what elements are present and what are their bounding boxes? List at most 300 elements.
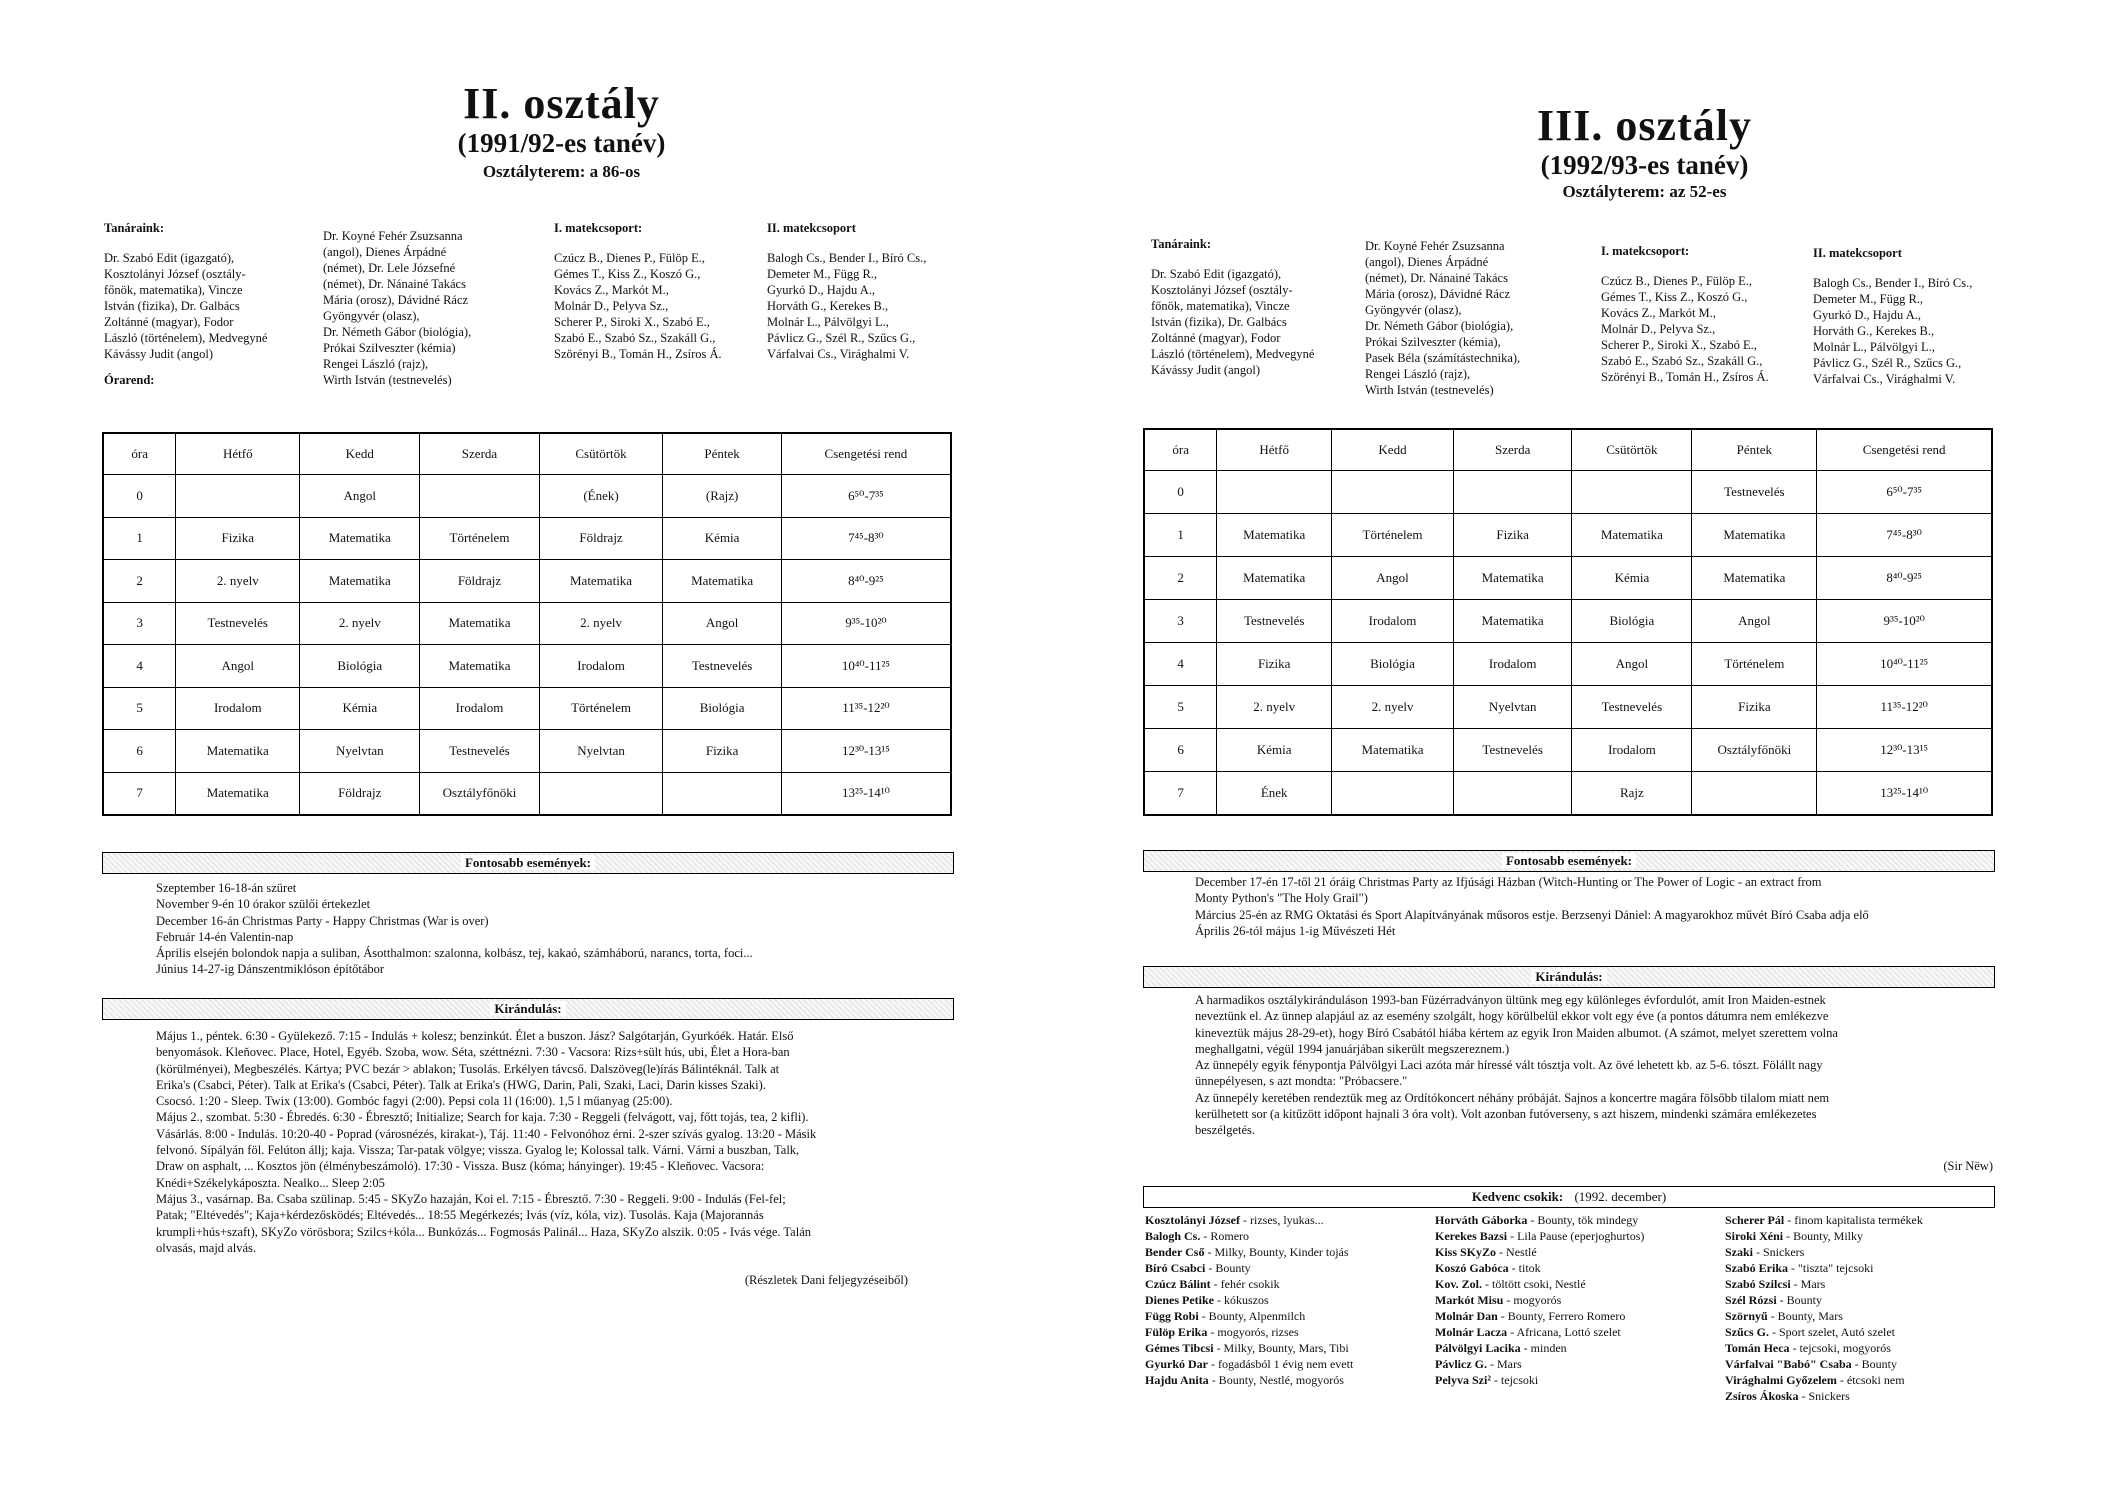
person-name: Molnár Lacza xyxy=(1435,1325,1508,1339)
table-row xyxy=(1144,600,1992,643)
text-line: Március 25-én az RMG Oktatási és Sport Alapítványának műsoros estje. Berzsenyi Dániel: A magyarokhoz művét Bíró Csaba adja elő xyxy=(1195,907,1869,922)
text-line: Rengei László (rajz), xyxy=(323,357,429,371)
text-line: Mária (orosz), Dávidné Rácz xyxy=(323,293,469,307)
text-line: Scherer P., Siroki X., Szabó E., xyxy=(554,315,710,329)
subject-cell: Matematika xyxy=(1217,514,1332,557)
favorite-text: - Bounty xyxy=(1851,1357,1898,1371)
column-header: Péntek xyxy=(1692,429,1817,471)
subject-cell: Testnevelés xyxy=(1572,686,1692,729)
group-header: I. matekcsoport: xyxy=(1601,244,1690,258)
trip-header-bar xyxy=(102,998,954,1020)
text-line: (német), Dr. Nánainé Takács xyxy=(323,277,466,291)
text-line: Kosztolányi József (osztály- xyxy=(104,267,246,281)
favorite-entry xyxy=(1435,1244,1705,1260)
bell-time-cell: 6⁵⁰-7³⁵ xyxy=(1817,471,1992,514)
person-name: Siroki Xéni xyxy=(1725,1229,1784,1243)
table-row xyxy=(103,772,951,815)
subject-cell xyxy=(1332,471,1454,514)
text-line: Molnár D., Pelyva Sz., xyxy=(554,299,669,313)
subject-cell: Biológia xyxy=(1332,643,1454,686)
subject-cell: Testnevelés xyxy=(1454,729,1572,772)
bell-time-cell: 7⁴⁵-8³⁰ xyxy=(1817,514,1992,557)
subject-cell: Matematika xyxy=(1217,557,1332,600)
bell-time-cell: 8⁴⁰-9²⁵ xyxy=(781,560,951,603)
bell-time-cell: 10⁴⁰-11²⁵ xyxy=(1817,643,1992,686)
table-row xyxy=(1144,471,1992,514)
text-line: Wirth István (testnevelés) xyxy=(323,373,452,387)
person-name: Scherer Pál xyxy=(1725,1213,1785,1227)
favorite-text: - titok xyxy=(1508,1261,1541,1275)
favorite-text: - minden xyxy=(1520,1341,1567,1355)
text-line: Dr. Koyné Fehér Zsuzsanna xyxy=(1365,239,1505,253)
favorite-entry xyxy=(1725,1356,1995,1372)
right-page xyxy=(1053,0,2106,1490)
favorite-entry xyxy=(1725,1324,1995,1340)
subject-cell: Nyelvtan xyxy=(1454,686,1572,729)
person-name: Zsíros Ákoska xyxy=(1725,1389,1799,1403)
subject-cell: Angol xyxy=(300,475,420,518)
period-cell: 5 xyxy=(103,687,176,730)
person-name: Várfalvai "Babó" Csaba xyxy=(1725,1357,1852,1371)
column-header: óra xyxy=(1144,429,1217,471)
favorite-entry xyxy=(1435,1340,1705,1356)
subject-cell xyxy=(1454,772,1572,816)
favorite-entry xyxy=(1145,1308,1415,1324)
favorite-text: - Africana, Lottó szelet xyxy=(1507,1325,1621,1339)
group-list xyxy=(1813,275,2013,387)
subject-cell: Osztályfőnöki xyxy=(1692,729,1817,772)
trip-title: Kirándulás: xyxy=(490,1001,565,1016)
text-line: Molnár L., Pálvölgyi L., xyxy=(767,315,889,329)
bell-time-cell: 6⁵⁰-7³⁵ xyxy=(781,475,951,518)
person-name: Bíró Csabci xyxy=(1145,1261,1206,1275)
person-name: Bender Cső xyxy=(1145,1245,1205,1259)
text-line: István (fizika), Dr. Galbács xyxy=(1151,315,1287,329)
subject-cell xyxy=(1217,471,1332,514)
text-line: A harmadikos osztálykiránduláson 1993-ban Füzérradványon ültünk meg egy különleges évfordulót, amit Iron Maiden-estnek xyxy=(1195,993,1826,1007)
subject-cell: Irodalom xyxy=(420,687,539,730)
period-cell: 6 xyxy=(1144,729,1217,772)
text-line: December 17-én 17-től 21 óráig Christmas Party az Ifjúsági Házban (Witch-Hunting or The Power of Logic - an extract from xyxy=(1195,875,1822,889)
favorite-text: - Bounty, Alpenmilch xyxy=(1198,1309,1306,1323)
subject-cell: Matematika xyxy=(176,772,300,815)
subject-cell: Irodalom xyxy=(1454,643,1572,686)
text-line: István (fizika), Dr. Galbács xyxy=(104,299,240,313)
column-header: Csengetési rend xyxy=(1817,429,1992,471)
text-line: főnök, matematika), Vincze xyxy=(1151,299,1290,313)
text-line: Zoltánné (magyar), Fodor xyxy=(1151,331,1281,345)
favorite-text: - finom kapitalista termékek xyxy=(1784,1213,1923,1227)
subject-cell: Testnevelés xyxy=(663,645,781,688)
text-line: Draw on asphalt, ... Kosztos jön (élménybeszámoló). 17:30 - Vissza. Busz (kóma; hányinger). 19:45 - Kleňovec. Vacsora: xyxy=(156,1159,765,1174)
text-line: Pávlicz G., Szél R., Szűcs G., xyxy=(1813,356,1962,370)
favorite-text: - mogyorós xyxy=(1503,1293,1562,1307)
favorite-entry xyxy=(1435,1356,1705,1372)
subject-cell: Matematika xyxy=(663,560,781,603)
text-line: Rengei László (rajz), xyxy=(1365,367,1471,381)
person-name: Kov. Zol. xyxy=(1435,1277,1483,1291)
favorite-entry xyxy=(1145,1244,1415,1260)
text-line: Horváth G., Kerekes B., xyxy=(1813,324,1935,338)
teachers-list xyxy=(1365,238,1575,398)
period-cell: 2 xyxy=(103,560,176,603)
column-header: Csütörtök xyxy=(539,433,663,475)
subject-cell: Matematika xyxy=(539,560,663,603)
subject-cell: Matematika xyxy=(1454,557,1572,600)
teachers-list xyxy=(1151,266,1356,378)
favorite-entry xyxy=(1725,1292,1995,1308)
column-header: Péntek xyxy=(663,433,781,475)
text-line: felvonó. Sípályán föl. Felúton állj; kaja. Vissza; Tar-patak völgye; vissza. Gyalog le; Kolossal talk. Várni. Várni a buszban, Talk, xyxy=(156,1143,800,1158)
column-header: óra xyxy=(103,433,176,475)
trip-text xyxy=(156,1028,956,1256)
favorite-text: - Mars xyxy=(1486,1357,1522,1371)
bell-time-cell: 9³⁵-10²⁰ xyxy=(781,602,951,645)
school-year: (1992/93-es tanév) xyxy=(1540,150,1749,180)
group-list xyxy=(1601,273,1791,385)
period-cell: 0 xyxy=(1144,471,1217,514)
timetable xyxy=(102,432,952,816)
favorite-text: - Bounty xyxy=(1205,1261,1251,1275)
subject-cell: Fizika xyxy=(1217,643,1332,686)
events-header-bar xyxy=(1143,850,1995,872)
subject-cell: Matematika xyxy=(1332,729,1454,772)
events-title: Fontosabb események: xyxy=(1502,853,1636,868)
table-row xyxy=(103,475,951,518)
subject-cell: Matematika xyxy=(300,560,420,603)
text-line: Pasek Béla (számítástechnika), xyxy=(1365,351,1521,365)
teachers-block-1 xyxy=(104,220,309,388)
favorite-text: - fehér csokik xyxy=(1210,1277,1280,1291)
teachers-block-1 xyxy=(1151,236,1356,378)
page-title: III. osztály xyxy=(1537,101,1752,150)
favorite-text: - Snickers xyxy=(1753,1245,1805,1259)
favorite-entry xyxy=(1435,1260,1705,1276)
text-line: beszélgetés. xyxy=(1195,1123,1256,1138)
person-name: Szaki xyxy=(1725,1245,1754,1259)
subject-cell: Fizika xyxy=(176,517,300,560)
column-header: Csengetési rend xyxy=(781,433,951,475)
text-line: (német), Dr. Nánainé Takács xyxy=(1365,271,1508,285)
subject-cell: Irodalom xyxy=(1332,600,1454,643)
person-name: Kiss SKyZo xyxy=(1435,1245,1497,1259)
table-row xyxy=(103,602,951,645)
period-cell: 3 xyxy=(1144,600,1217,643)
person-name: Markót Misu xyxy=(1435,1293,1504,1307)
text-line: Gyöngyvér (olasz), xyxy=(323,309,420,323)
text-line: Molnár D., Pelyva Sz., xyxy=(1601,322,1716,336)
text-line: Február 14-én Valentin-nap xyxy=(156,929,294,944)
person-name: Tomán Heca xyxy=(1725,1341,1790,1355)
favorite-text: - kókuszos xyxy=(1213,1293,1269,1307)
period-cell: 4 xyxy=(103,645,176,688)
text-line: Június 14-27-ig Dánszentmiklóson építőtábor xyxy=(156,962,385,977)
timetable-header-row xyxy=(1144,429,1992,471)
text-line: Monty Python's "The Holy Grail") xyxy=(1195,891,1368,906)
teachers-header: Tanáraink: xyxy=(104,221,164,235)
favorite-entry xyxy=(1435,1372,1705,1388)
text-line: Gémes T., Kiss Z., Koszó G., xyxy=(554,267,701,281)
text-line: (angol), Dienes Árpádné xyxy=(323,245,447,259)
subject-cell: Matematika xyxy=(300,517,420,560)
classroom: Osztályterem: a 86-os xyxy=(482,162,641,181)
column-header: Szerda xyxy=(1454,429,1572,471)
subject-cell xyxy=(1332,772,1454,816)
text-line: Kávássy Judit (angol) xyxy=(1151,363,1261,377)
text-line: Zoltánné (magyar), Fodor xyxy=(104,315,234,329)
favorite-text: - Milky, Bounty, Mars, Tibi xyxy=(1213,1341,1349,1355)
subject-cell: Angol xyxy=(1692,600,1817,643)
text-line: Kovács Z., Markót M., xyxy=(1601,306,1716,320)
trip-credit: (Sir Nëw) xyxy=(1943,1159,1993,1173)
favorite-entry xyxy=(1725,1212,1995,1228)
subject-cell: Történelem xyxy=(1692,643,1817,686)
person-name: Pávlicz G. xyxy=(1435,1357,1487,1371)
favorite-entry xyxy=(1435,1308,1705,1324)
subject-cell: Matematika xyxy=(1692,557,1817,600)
trip-text xyxy=(1195,992,2005,1139)
teachers-list xyxy=(104,250,309,362)
favorite-entry xyxy=(1145,1212,1415,1228)
favorite-entry xyxy=(1145,1228,1415,1244)
subject-cell: Testnevelés xyxy=(1217,600,1332,643)
text-line: December 16-án Christmas Party - Happy Christmas (War is over) xyxy=(156,913,489,928)
text-line: meghallgatni, végül 1994 januárjában sikerült megszereznem.) xyxy=(1195,1041,1510,1056)
person-name: Dienes Petike xyxy=(1145,1293,1214,1307)
favorite-text: - Mars xyxy=(1790,1277,1826,1291)
text-line: neveztünk el. Az ünnep alapjául az az esemény szolgált, hogy körülbelül ekkor volt egy éve (a pontos dátumra nem emlékezve xyxy=(1195,1009,1829,1024)
table-row xyxy=(1144,772,1992,816)
person-name: Virághalmi Győzelem xyxy=(1725,1373,1837,1387)
text-line: Gémes T., Kiss Z., Koszó G., xyxy=(1601,290,1748,304)
subject-cell: Rajz xyxy=(1572,772,1692,816)
text-line: László (történelem), Medvegyné xyxy=(104,331,268,345)
favorite-text: - tejcsoki, mogyorós xyxy=(1789,1341,1891,1355)
person-name: Szűcs G. xyxy=(1725,1325,1770,1339)
text-line: Április elsején bolondok napja a suliban, Ásotthalmon: szalonna, kolbász, tej, kakaó, számháború, narancs, torta, foci... xyxy=(156,946,753,961)
favorite-entry xyxy=(1435,1324,1705,1340)
text-line: Vásárlás. 8:00 - Indulás. 10:20-40 - Poprad (városnézés, kirakat-), Táj. 11:40 - Felvonóhoz érni. 2-szer szívás gyalog. 13:20 - Másik xyxy=(156,1126,817,1141)
subject-cell xyxy=(539,772,663,815)
period-cell: 5 xyxy=(1144,686,1217,729)
period-cell: 1 xyxy=(1144,514,1217,557)
page-title: II. osztály xyxy=(463,79,660,128)
events-list xyxy=(156,880,956,978)
subject-cell: Matematika xyxy=(1454,600,1572,643)
person-name: Koszó Gabóca xyxy=(1435,1261,1509,1275)
favorite-entry xyxy=(1145,1260,1415,1276)
person-name: Szabó Erika xyxy=(1725,1261,1789,1275)
text-line: főnök, matematika), Vincze xyxy=(104,283,243,297)
text-line: Knédi+Székelykáposzta. Nealko... Sleep 2:05 xyxy=(156,1175,385,1190)
teachers-header: Tanáraink: xyxy=(1151,237,1211,251)
subject-cell: Történelem xyxy=(539,687,663,730)
events-title: Fontosabb események: xyxy=(461,855,595,870)
table-row xyxy=(103,560,951,603)
favorite-entry xyxy=(1145,1340,1415,1356)
favorite-entry xyxy=(1435,1228,1705,1244)
text-line: Szörényi B., Tomán H., Zsíros Á. xyxy=(1601,370,1769,384)
favorite-entry xyxy=(1435,1276,1705,1292)
events-header-bar xyxy=(102,852,954,874)
period-cell: 7 xyxy=(103,772,176,815)
favorite-entry xyxy=(1145,1276,1415,1292)
bell-time-cell: 13²⁵-14¹⁰ xyxy=(1817,772,1992,816)
favorite-text: - "tiszta" tejcsoki xyxy=(1788,1261,1874,1275)
table-row xyxy=(1144,557,1992,600)
favorite-entry xyxy=(1725,1228,1995,1244)
orarend-label: Órarend: xyxy=(104,373,155,387)
math-group-1 xyxy=(554,220,744,362)
text-line: Szörényi B., Tomán H., Zsíros Á. xyxy=(554,347,722,361)
subject-cell: Irodalom xyxy=(176,687,300,730)
subject-cell: Matematika xyxy=(420,645,539,688)
person-name: Pelyva Szi² xyxy=(1435,1373,1491,1387)
text-line: ünnepélyesen, s azt mondta: "Próbacsere." xyxy=(1195,1074,1408,1089)
favorite-entry xyxy=(1725,1276,1995,1292)
favorite-text: - fogadásból 1 évig nem evett xyxy=(1208,1357,1354,1371)
group-header: II. matekcsoport xyxy=(1813,246,1902,260)
text-line: Demeter M., Függ R., xyxy=(767,267,878,281)
subject-cell: Angol xyxy=(663,602,781,645)
text-line: Kovács Z., Markót M., xyxy=(554,283,669,297)
text-line: (angol), Dienes Árpádné xyxy=(1365,255,1489,269)
teachers-block-2 xyxy=(1365,238,1575,398)
table-row xyxy=(103,687,951,730)
text-line: benyomások. Kleňovec. Place, Hotel, Egyéb. Szoba, wow. Séta, széttnézni. 7:30 - Vacsora: Rizs+sült hús, ubi, Élet a Hora-ban xyxy=(156,1045,790,1060)
favorite-entry xyxy=(1725,1372,1995,1388)
person-name: Kosztolányi József xyxy=(1145,1213,1240,1227)
column-header: Kedd xyxy=(300,433,420,475)
bell-time-cell: 9³⁵-10²⁰ xyxy=(1817,600,1992,643)
text-line: Az ünnepély keretében rendeztük meg az Ordítókoncert néhány próbáját. Sajnos a koncertre magára fölsőbb tilalom miatt nem xyxy=(1195,1090,1830,1105)
favorite-entry xyxy=(1725,1260,1995,1276)
text-line: Erika's (Csabci, Péter). Talk at Erika's (Csabci, Péter). Talk at Erika's (HWG, Darin, Pali, Szaki, Laci, Darin kisses Szaki). xyxy=(156,1077,766,1092)
subject-cell: (Rajz) xyxy=(663,475,781,518)
favorite-entry xyxy=(1145,1372,1415,1388)
person-name: Molnár Dan xyxy=(1435,1309,1498,1323)
text-line: Kosztolányi József (osztály- xyxy=(1151,283,1293,297)
subject-cell: Nyelvtan xyxy=(300,730,420,773)
favorite-text: - Bounty, tök mindegy xyxy=(1527,1213,1639,1227)
subject-cell: Testnevelés xyxy=(176,602,300,645)
column-header: Hétfő xyxy=(176,433,300,475)
text-line: Szabó E., Szabó Sz., Szakáll G., xyxy=(1601,354,1763,368)
person-name: Hajdu Anita xyxy=(1145,1373,1209,1387)
bell-time-cell: 12³⁰-13¹⁵ xyxy=(781,730,951,773)
subject-cell xyxy=(176,475,300,518)
favorite-text: - Bounty, Milky xyxy=(1783,1229,1864,1243)
favorite-text: - töltött csoki, Nestlé xyxy=(1482,1277,1586,1291)
bell-time-cell: 7⁴⁵-8³⁰ xyxy=(781,517,951,560)
favorite-text: - Bounty xyxy=(1776,1293,1822,1307)
bell-time-cell: 11³⁵-12²⁰ xyxy=(1817,686,1992,729)
person-name: Horváth Gáborka xyxy=(1435,1213,1528,1227)
bell-time-cell: 12³⁰-13¹⁵ xyxy=(1817,729,1992,772)
person-name: Szörnyű xyxy=(1725,1309,1768,1323)
subject-cell: 2. nyelv xyxy=(539,602,663,645)
text-line: Dr. Szabó Edit (igazgató), xyxy=(104,251,235,265)
text-line: Balogh Cs., Bender I., Bíró Cs., xyxy=(767,251,927,265)
text-line: kerülhetett sor (a kitűzött időpont hajnali 3 óra volt). Volt azonban futóverseny, s azt hiszem, mindenki számára emlékezetes xyxy=(1195,1107,1817,1122)
text-line: Prókai Szilveszter (kémia) xyxy=(323,341,456,355)
subject-cell: Ének xyxy=(1217,772,1332,816)
text-line: Szeptember 16-18-án szüret xyxy=(156,881,297,895)
person-name: Fülöp Erika xyxy=(1145,1325,1208,1339)
period-cell: 0 xyxy=(103,475,176,518)
favorite-text: - Nestlé xyxy=(1496,1245,1537,1259)
favorites-title: Kedvenc csokik: xyxy=(1468,1189,1567,1204)
table-row xyxy=(1144,643,1992,686)
subject-cell: Biológia xyxy=(300,645,420,688)
subject-cell: 2. nyelv xyxy=(300,602,420,645)
text-line: (német), Dr. Lele Józsefné xyxy=(323,261,456,275)
subject-cell: Történelem xyxy=(1332,514,1454,557)
subject-cell: Kémia xyxy=(1572,557,1692,600)
person-name: Balogh Cs. xyxy=(1145,1229,1201,1243)
column-header: Szerda xyxy=(420,433,539,475)
person-name: Gyurkó Dar xyxy=(1145,1357,1208,1371)
favorites-column-3 xyxy=(1725,1212,1995,1404)
period-cell: 6 xyxy=(103,730,176,773)
favorite-text: - Milky, Bounty, Kinder tojás xyxy=(1204,1245,1349,1259)
subject-cell: Kémia xyxy=(300,687,420,730)
text-line: Czúcz B., Dienes P., Fülöp E., xyxy=(1601,274,1753,288)
period-cell: 4 xyxy=(1144,643,1217,686)
subject-cell: Matematika xyxy=(420,602,539,645)
text-line: Várfalvai Cs., Virághalmi V. xyxy=(767,347,910,361)
table-row xyxy=(1144,514,1992,557)
text-line: Dr. Németh Gábor (biológia), xyxy=(1365,319,1514,333)
favorite-entry xyxy=(1145,1292,1415,1308)
favorite-entry xyxy=(1725,1340,1995,1356)
subject-cell: Angol xyxy=(1332,557,1454,600)
text-line: Scherer P., Siroki X., Szabó E., xyxy=(1601,338,1757,352)
subject-cell: Angol xyxy=(176,645,300,688)
text-line: Pávlicz G., Szél R., Szűcs G., xyxy=(767,331,916,345)
text-line: Dr. Szabó Edit (igazgató), xyxy=(1151,267,1282,281)
subject-cell: Fizika xyxy=(1692,686,1817,729)
favorite-text: - Bounty, Ferrero Romero xyxy=(1497,1309,1626,1323)
favorite-text: - tejcsoki xyxy=(1490,1373,1539,1387)
text-line: Szabó E., Szabó Sz., Szakáll G., xyxy=(554,331,716,345)
text-line: Gyurkó D., Hajdu A., xyxy=(767,283,875,297)
subject-cell: Nyelvtan xyxy=(539,730,663,773)
subject-cell: Biológia xyxy=(1572,600,1692,643)
favorite-text: - Snickers xyxy=(1798,1389,1850,1403)
favorite-entry xyxy=(1725,1244,1995,1260)
text-line: Várfalvai Cs., Virághalmi V. xyxy=(1813,372,1956,386)
table-row xyxy=(1144,729,1992,772)
text-line: Április 26-tól május 1-ig Művészeti Hét xyxy=(1195,923,1396,938)
trip-title: Kirándulás: xyxy=(1531,969,1606,984)
subject-cell: 2. nyelv xyxy=(1217,686,1332,729)
bell-time-cell: 13²⁵-14¹⁰ xyxy=(781,772,951,815)
text-line: Csocsó. 1:20 - Sleep. Twix (13:00). Gombóc fagyi (2:00). Pepsi cola 1l (16:00). 1,5 l műanyag (25:00). xyxy=(156,1094,673,1109)
subject-cell: Osztályfőnöki xyxy=(420,772,539,815)
classroom: Osztályterem: az 52-es xyxy=(1562,182,1727,201)
subject-cell: Földrajz xyxy=(420,560,539,603)
group-list xyxy=(767,250,957,362)
group-header: I. matekcsoport: xyxy=(554,221,643,235)
text-line: (körülményei), Megbeszélés. Kártya; PVC bezár > ablakon; Tusolás. Erkélyen távcső. Dalszöveg(le)írás Bálintéknál. Talk at xyxy=(156,1061,780,1076)
trip-credit: (Részletek Dani feljegyzéseiből) xyxy=(744,1273,908,1287)
group-list xyxy=(554,250,744,362)
bell-time-cell: 10⁴⁰-11²⁵ xyxy=(781,645,951,688)
subject-cell: 2. nyelv xyxy=(1332,686,1454,729)
subject-cell: Fizika xyxy=(663,730,781,773)
text-line: Kávássy Judit (angol) xyxy=(104,347,214,361)
